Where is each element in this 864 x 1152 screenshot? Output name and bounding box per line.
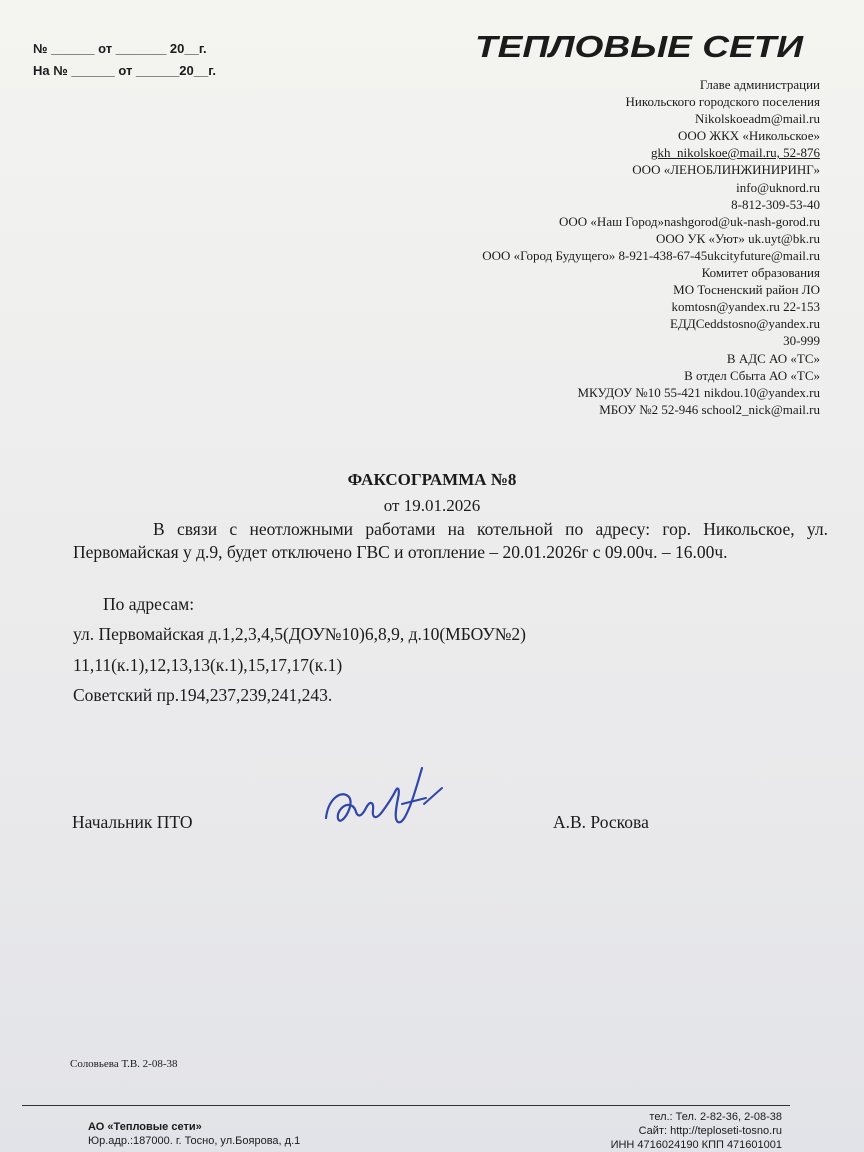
recipient-line: ООО «ЛЕНОБЛИНЖИНИРИНГ» (632, 162, 820, 178)
ref-number-line: № ______ от _______ 20__г. (33, 41, 207, 56)
recipient-line: gkh_nikolskoe@mail.ru, 52-876 (650, 145, 820, 161)
document-body (73, 518, 828, 564)
signatory-name: А.В. Роскова (553, 812, 649, 832)
recipient-line: В отдел Сбыта АО «ТС» (684, 367, 820, 383)
footer-company-name: АО «Тепловые сети» (88, 1121, 202, 1133)
document-reference-fields (33, 38, 216, 82)
footer-phone: тел.: Тел. 2-82-36, 2-08-38 (649, 1111, 782, 1123)
recipient-line: komtosn@yandex.ru 22-153 (671, 299, 820, 315)
handwritten-signature (318, 760, 448, 835)
document-date: от 19.01.2026 (383, 496, 481, 515)
recipient-line: ООО «Наш Город»nashgorod@uk-nash-gorod.ru (559, 213, 820, 229)
recipient-line: МБОУ №2 52-946 school2_nick@mail.ru (599, 401, 820, 417)
ref-reply-line: На № ______ от ______20__г. (33, 63, 216, 78)
body-paragraph: В связи с неотложными работами на котельной по адресу: гор. Никольское, ул. Первомайская у д.9, будет отключено ГВС и отопление – 20.01.2026г с 09.00ч. – 16.00ч. (73, 519, 828, 562)
recipient-line: Nikolskoeadm@mail.ru (695, 111, 820, 127)
recipient-line: МО Тосненский район ЛО (673, 282, 820, 298)
recipient-line: Главе администрации (699, 77, 820, 92)
document-title: ФАКСОГРАММА №8 (347, 470, 517, 489)
recipient-line: ООО «Город Будущего» 8-921-438-67-45ukcityfuture@mail.ru (482, 247, 820, 263)
recipient-line: ЕДДСeddstosno@yandex.ru (670, 316, 820, 332)
recipient-line: info@uknord.ru (736, 179, 820, 195)
logo-text: ТЕПЛОВЫЕ СЕТИ (475, 29, 804, 64)
footer-tax-ids: ИНН 4716024190 КПП 471601001 (610, 1139, 782, 1151)
recipient-line: ООО УК «Уют» uk.uyt@bk.ru (656, 230, 820, 246)
recipient-line: Комитет образования (701, 265, 820, 281)
addresses-label: По адресам: (103, 594, 195, 614)
footer-divider (22, 1105, 790, 1106)
company-logo (474, 26, 804, 66)
signatory-role: Начальник ПТО (72, 812, 193, 832)
recipients-block (300, 76, 820, 418)
address-line: 11,11(к.1),12,13,13(к.1),15,17,17(к.1) (73, 655, 343, 675)
recipient-line: ООО ЖКХ «Никольское» (678, 128, 820, 144)
footer-website: Сайт: http://teploseti-tosno.ru (638, 1125, 782, 1137)
footer-company-info (88, 1120, 300, 1148)
address-line: Советский пр.194,237,239,241,243. (73, 685, 333, 705)
executor-contact: Соловьева Т.В. 2-08-38 (70, 1058, 178, 1070)
footer-contact-info (611, 1110, 782, 1152)
recipient-line: 30-999 (783, 333, 820, 349)
recipient-line: 8-812-309-53-40 (731, 196, 820, 212)
recipient-line: МКУДОУ №10 55-421 nikdou.10@yandex.ru (577, 384, 820, 400)
footer-legal-address: Юр.адр.:187000. г. Тосно, ул.Боярова, д.1 (88, 1135, 301, 1147)
recipient-line: В АДС АО «ТС» (726, 350, 820, 366)
address-line: ул. Первомайская д.1,2,3,4,5(ДОУ№10)6,8,9, д.10(МБОУ№2) (73, 624, 526, 644)
recipient-line: Никольского городского поселения (625, 94, 820, 110)
